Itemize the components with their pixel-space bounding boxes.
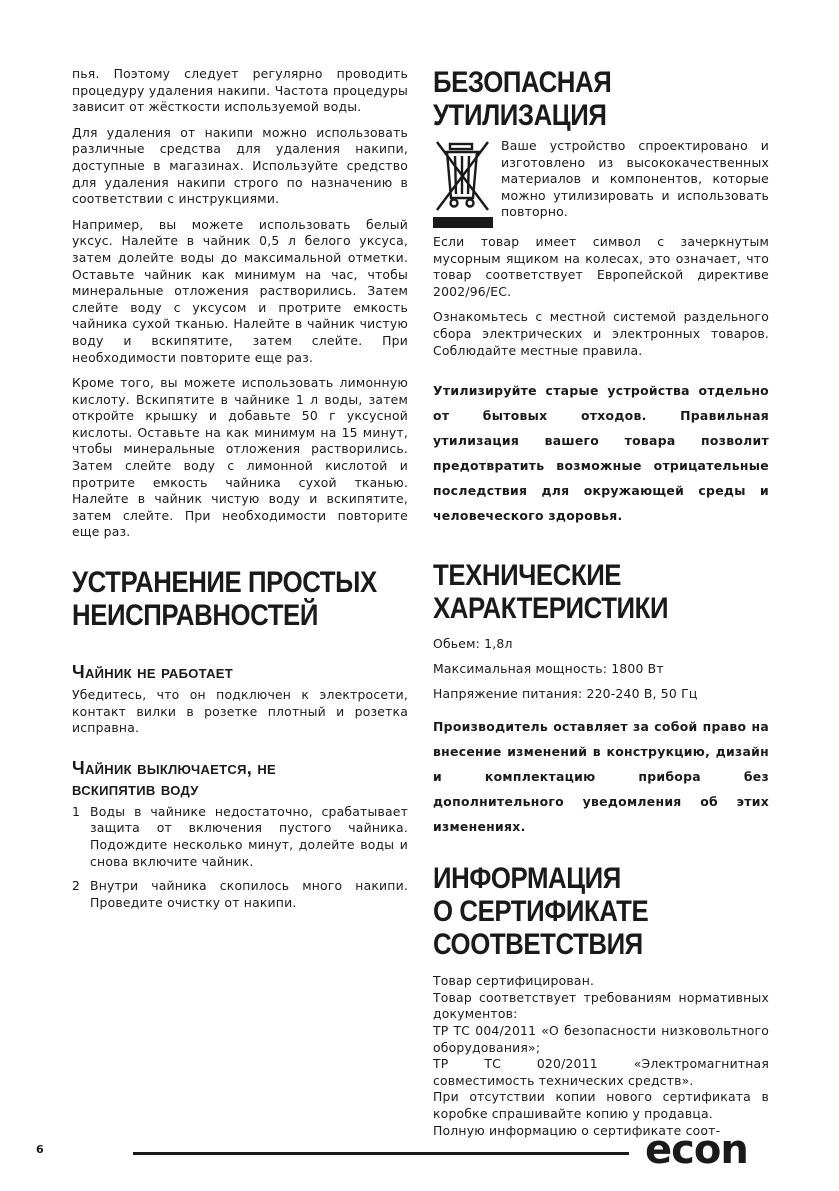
paragraph: Для удаления от накипи можно использовать различные средства для удаления накипи, доступные в магазинах. Используйте средство для удаления накипи строго по назначению в соответствии с инструкциями.: [72, 124, 408, 207]
kettle-switches-off-heading-line2: вскипятив воду: [72, 778, 199, 799]
disposal-warning: Утилизируйте старые устройства отдельно от бытовых отходов. Правильная утилизация вашего товара позволит предотвратить возможные отрицательные последствия для окружающей среды и человеческого здоровья.: [433, 383, 769, 524]
paragraph: Ознакомьтесь с местной системой раздельного сбора электрических и электронных товаров. Соблюдайте местные правила.: [433, 309, 769, 358]
disposal-heading-line1: БЕЗОПАСНАЯ: [433, 66, 612, 99]
certificate-heading-line1: ИНФОРМАЦИЯ: [433, 862, 621, 896]
page-number: 6: [36, 1143, 44, 1156]
disposal-heading: [433, 66, 722, 132]
list-item-number: 1: [72, 803, 81, 819]
kettle-not-working-heading: Чайник не работает: [72, 662, 234, 683]
certificate-heading-line3: СООТВЕТСТВИЯ: [433, 928, 643, 962]
list-item: [72, 804, 408, 870]
kettle-not-working-text: Убедитесь, что он подключен к электросети, контакт вилки в розетке плотный и розетка исправна.: [72, 687, 408, 736]
certificate-line: ТР ТС 004/2011 «О безопасности низковольтного оборудования»;: [433, 1022, 769, 1055]
logo-text: econ: [645, 1130, 748, 1170]
certificate-line: Полную информацию о сертификате соот-: [433, 1122, 721, 1138]
list-item: [72, 878, 408, 911]
weee-text: Ваше устройство спроектировано и изготовлено из высококачественных материалов и компонентов, которые можно утилизировать и использовать повторно.: [501, 138, 769, 220]
weee-block: [433, 138, 769, 234]
certificate-heading: [433, 862, 722, 961]
specs-heading-line1: ТЕХНИЧЕСКИЕ: [433, 559, 622, 593]
spec-volume: Обьем: 1,8л: [433, 636, 513, 652]
right-column: [433, 66, 769, 1139]
spec-voltage: Напряжение питания: 220-240 В, 50 Гц: [433, 686, 698, 702]
troubleshooting-heading-line2: НЕИСПРАВНОСТЕЙ: [72, 599, 318, 633]
left-column: [72, 66, 408, 919]
specs-heading: [433, 559, 722, 625]
paragraph: пья. Поэтому следует регулярно проводить процедуру удаления накипи. Частота процедуры зависит от жёсткости используемой воды.: [72, 66, 408, 115]
list-item-text: Внутри чайника скопилось много накипи. Проведите очистку от накипи.: [90, 878, 408, 910]
paragraph: Если товар имеет символ с зачеркнутым мусорным ящиком на колесах, это означает, что товар соответствует Европейской директиве 2002/96/ЕС.: [433, 234, 769, 299]
paragraph: Например, вы можете использовать белый уксус. Налейте в чайник 0,5 л белого уксуса, затем долейте воды до максимальной отметки. Оставьте чайник как минимум на час, чтобы минеральные отложения растворились. Затем слейте воду с уксусом и протрите емкость чайника сухой тканью. Налейте в чайник чистую воду и вскипятите, затем слейте. При необходимости повторите еще раз.: [72, 216, 408, 365]
certificate-heading-line2: О СЕРТИФИКАТЕ: [433, 895, 649, 929]
certificate-line: Товар сертифицирован.: [433, 973, 595, 989]
kettle-switches-off-list: [72, 804, 408, 912]
certificate-line: ТР ТС 020/2011 «Электромагнитная совместимость технических средств».: [433, 1056, 769, 1088]
econ-logo: [645, 1130, 769, 1170]
disposal-heading-line2: УТИЛИЗАЦИЯ: [433, 99, 607, 132]
list-item-text: Воды в чайнике недостаточно, срабатывает защита от включения пустого чайника. Подождите несколько минут, долейте воды и снова включите чайник.: [90, 803, 408, 869]
kettle-switches-off-heading-line1: Чайник выключается, не: [72, 757, 276, 778]
certificate-line: Товар соответствует требованиям нормативных документов:: [433, 989, 769, 1022]
paragraph: Кроме того, вы можете использовать лимонную кислоту. Вскипятите в чайнике 1 л воды, затем откройте крышку и добавьте 50 г уксусной кислоты. Оставьте на как минимум на 15 минут, чтобы минеральные отложения растворились. Затем слейте воду с лимонной кислотой и протрите емкость чайника сухой тканью. Налейте в чайник чистую воду и вскипятите, затем слейте. При необходимости повторите еще раз.: [72, 375, 408, 540]
crossed-bin-icon: [433, 138, 493, 234]
certificate-info: [433, 973, 769, 1139]
footer-divider: [133, 1152, 629, 1155]
list-item-number: 2: [72, 878, 81, 894]
troubleshooting-heading: [72, 566, 377, 633]
specs-heading-line2: ХАРАКТЕРИСТИКИ: [433, 592, 669, 626]
troubleshooting-heading-line1: УСТРАНЕНИЕ ПРОСТЫХ: [72, 566, 377, 600]
kettle-switches-off-heading: [72, 758, 408, 800]
spec-power: Максимальная мощность: 1800 Вт: [433, 661, 664, 677]
certificate-line: При отсутствии копии нового сертификата в коробке спрашивайте копию у продавца.: [433, 1089, 769, 1121]
manufacturer-note: Производитель оставляет за собой право на внесение изменений в конструкцию, дизайн и комплектацию прибора без дополнительного уведомления об этих изменениях.: [433, 719, 769, 835]
